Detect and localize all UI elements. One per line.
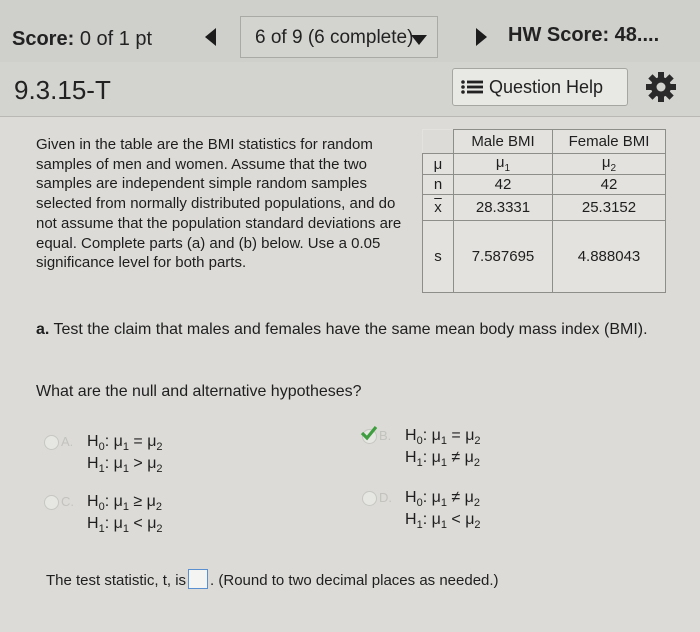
cell: 42	[454, 175, 553, 195]
null-hypothesis: $H_0$: $\mu_1 = \mu_2$	[405, 427, 481, 448]
table-header-female: Female BMI	[553, 130, 666, 154]
table-row	[423, 175, 666, 195]
hw-score: HW Score: 48....	[508, 24, 660, 46]
radio-button[interactable]	[362, 491, 377, 506]
option-letter: C.	[61, 494, 74, 509]
cell: 28.3331	[454, 195, 553, 221]
table-corner	[423, 130, 454, 154]
row-label-mu: μ	[423, 154, 454, 175]
row-label-s: s	[423, 221, 454, 293]
previous-question-icon[interactable]	[205, 28, 216, 46]
bmi-table	[422, 129, 666, 293]
hypothesis-question: What are the null and alternative hypotheses?	[36, 383, 362, 400]
cell: 42	[553, 175, 666, 195]
null-hypothesis: $H_0$: $\mu_1 \ne \mu_2$	[405, 489, 480, 510]
gear-icon[interactable]	[644, 70, 678, 104]
list-icon	[461, 80, 483, 94]
alternative-hypothesis: $H_1$: $\mu_1 \ne \mu_2$	[405, 449, 480, 470]
table-row	[423, 154, 666, 175]
question-content	[0, 117, 700, 632]
table-row	[423, 221, 666, 293]
intro-text: Given in the table are the BMI statistics for random samples of men and women. Assume that the two samples are independent simple random samples selected from normally distributed populations, and do not assume that the population standard deviations are equal. Complete parts (a) and (b) below. Use a 0.05 significance level for both parts.	[36, 136, 402, 272]
alternative-hypothesis: $H_1$: $\mu_1 < \mu_2$	[87, 515, 163, 536]
dropdown-caret-icon	[411, 35, 427, 45]
top-bar	[0, 0, 700, 63]
radio-button[interactable]	[44, 495, 59, 510]
table-header-male: Male BMI	[454, 130, 553, 154]
alternative-hypothesis: $H_1$: $\mu_1 > \mu_2$	[87, 455, 163, 476]
part-a-text: a. Test the claim that males and females have the same mean body mass index (BMI).	[36, 321, 648, 338]
question-help-label: Question Help	[489, 77, 604, 97]
cell: 7.587695	[454, 221, 553, 293]
cell: 4.888043	[553, 221, 666, 293]
test-statistic-input[interactable]	[188, 569, 208, 589]
question-id: 9.3.15-T	[14, 75, 111, 105]
option-letter: A.	[61, 434, 74, 449]
test-statistic-prompt: The test statistic, t, is . (Round to two decimal places as needed.)	[46, 569, 499, 589]
row-label-x-bar: $\overline{x}$	[423, 195, 454, 221]
question-bar	[0, 62, 700, 117]
option-letter: D.	[379, 490, 392, 505]
question-help-button[interactable]	[452, 68, 628, 106]
alternative-hypothesis: $H_1$: $\mu_1 < \mu_2$	[405, 511, 481, 532]
question-selector[interactable]	[240, 16, 438, 58]
cell: 25.3152	[553, 195, 666, 221]
cell: $\mu_1$	[454, 154, 553, 175]
cell: $\mu_2$	[553, 154, 666, 175]
radio-button[interactable]	[44, 435, 59, 450]
next-question-icon[interactable]	[476, 28, 487, 46]
null-hypothesis: $H_0$: $\mu_1 \ge \mu_2$	[87, 493, 162, 514]
null-hypothesis: $H_0$: $\mu_1 = \mu_2$	[87, 433, 163, 454]
progress-label: 6 of 9 (6 complete)	[255, 27, 414, 48]
score: Score: 0 of 1 pt	[12, 28, 153, 50]
row-label-n: n	[423, 175, 454, 195]
table-row	[423, 195, 666, 221]
checkmark-icon	[360, 425, 378, 441]
option-letter: B.	[379, 428, 392, 443]
